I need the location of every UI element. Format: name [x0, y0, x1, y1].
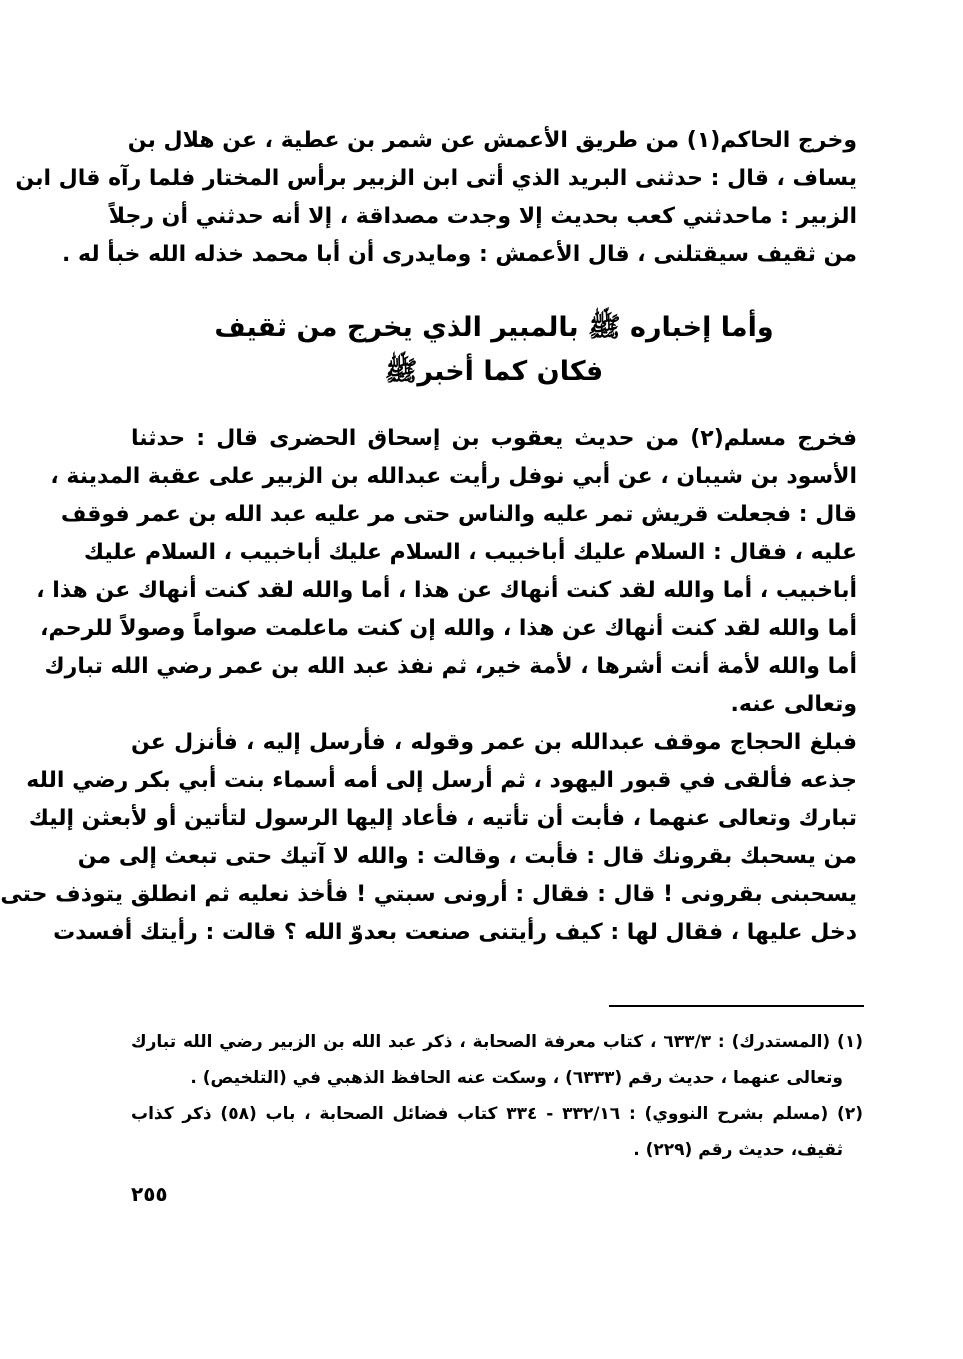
text-line: تبارك وتعالى عنهما ، فأبت أن تأتيه ، فأعاد إليها الرسول لتأتين أو لأبعثن إليك — [28, 806, 857, 831]
paragraph-muslim-narration — [36, 420, 857, 724]
text-line: الزبير : ماحدثني كعب بحديث إلا وجدت مصداقة ، إلا أنه حدثني أن رجلاً — [108, 204, 857, 229]
footnotes — [131, 1024, 863, 1168]
text-line: جذعه فألقى في قبور اليهود ، ثم أرسل إلى أمه أسماء بنت أبي بكر رضي الله — [26, 768, 857, 793]
text-line: دخل عليها ، فقال لها : كيف رأيتنى صنعت بعدوّ الله ؟ قالت : رأيتك أفسدت — [53, 920, 857, 945]
text-line: يساف ، قال : حدثنى البريد الذي أتى ابن الزبير برأس المختار فلما رآه قال ابن — [15, 166, 857, 191]
heading-line: وأما إخباره ﷺ بالمبير الذي يخرج من ثقيف — [214, 312, 774, 343]
section-heading — [131, 306, 857, 394]
text-line: من يسحبك بقرونك قال : فأبت ، وقالت : والله لا آتيك حتى تبعث إلى من — [77, 844, 857, 869]
text-line: أباخبيب ، أما والله لقد كنت أنهاك عن هذا ، أما والله لقد كنت أنهاك عن هذا ، — [36, 578, 857, 603]
text-line: فخرج مسلم(٢) من حديث يعقوب بن إسحاق الحضرى قال : حدثنا — [131, 426, 857, 451]
text-line: عليه ، فقال : السلام عليك أباخبيب ، السلام عليك أباخبيب ، السلام عليك — [83, 540, 857, 565]
text-line: يسحبنى بقرونى ! قال : فقال : أرونى سبتي ! فأخذ نعليه ثم انطلق يتوذف حتى — [0, 882, 857, 907]
footnote-2-line: (٢) (مسلم بشرح النووي) : ٣٣٢/١٦ - ٣٣٤ كتاب فضائل الصحابة ، باب (٥٨) ذكر كذاب — [131, 1104, 863, 1124]
text-line: من ثقيف سيقتلنى ، قال الأعمش : ومايدرى أن أبا محمد خذله الله خبأ له . — [62, 242, 857, 267]
heading-line: فكان كما أخبرﷺ — [384, 356, 604, 387]
text-line: قال : فجعلت قريش تمر عليه والناس حتى مر عليه عبد الله بن عمر فوقف — [60, 502, 857, 527]
text-line: فبلغ الحجاج موقف عبدالله بن عمر وقوله ، فأرسل إليه ، فأنزل عن — [131, 730, 857, 755]
page-number: ٢٥٥ — [131, 1182, 168, 1206]
paragraph-hakim-narration — [15, 122, 857, 274]
text-line: وخرج الحاكم(١) من طريق الأعمش عن شمر بن عطية ، عن هلال بن — [127, 128, 857, 153]
footnote-2-line: ثقيف، حديث رقم (٢٢٩) . — [633, 1140, 843, 1160]
paragraph-hajjaj-narration — [0, 724, 857, 952]
text-line: أما والله لقد كنت أنهاك عن هذا ، والله إن كنت ماعلمت صواماً وصولاً للرحم، — [40, 616, 857, 641]
text-line: الأسود بن شيبان ، عن أبي نوفل رأيت عبدالله بن الزبير على عقبة المدينة ، — [50, 464, 857, 489]
footnote-separator — [609, 1005, 864, 1007]
footnote-1-line: (١) (المستدرك) : ٦٣٣/٣ ، كتاب معرفة الصحابة ، ذكر عبد الله بن الزبير رضي الله تبارك — [131, 1032, 863, 1052]
text-line: أما والله لأمة أنت أشرها ، لأمة خير، ثم نفذ عبد الله بن عمر رضي الله تبارك — [44, 654, 857, 679]
footnote-1-line: وتعالى عنهما ، حديث رقم (٦٣٣٣) ، وسكت عنه الحافظ الذهبي في (التلخيص) . — [190, 1068, 843, 1088]
text-line: وتعالى عنه. — [730, 692, 857, 717]
